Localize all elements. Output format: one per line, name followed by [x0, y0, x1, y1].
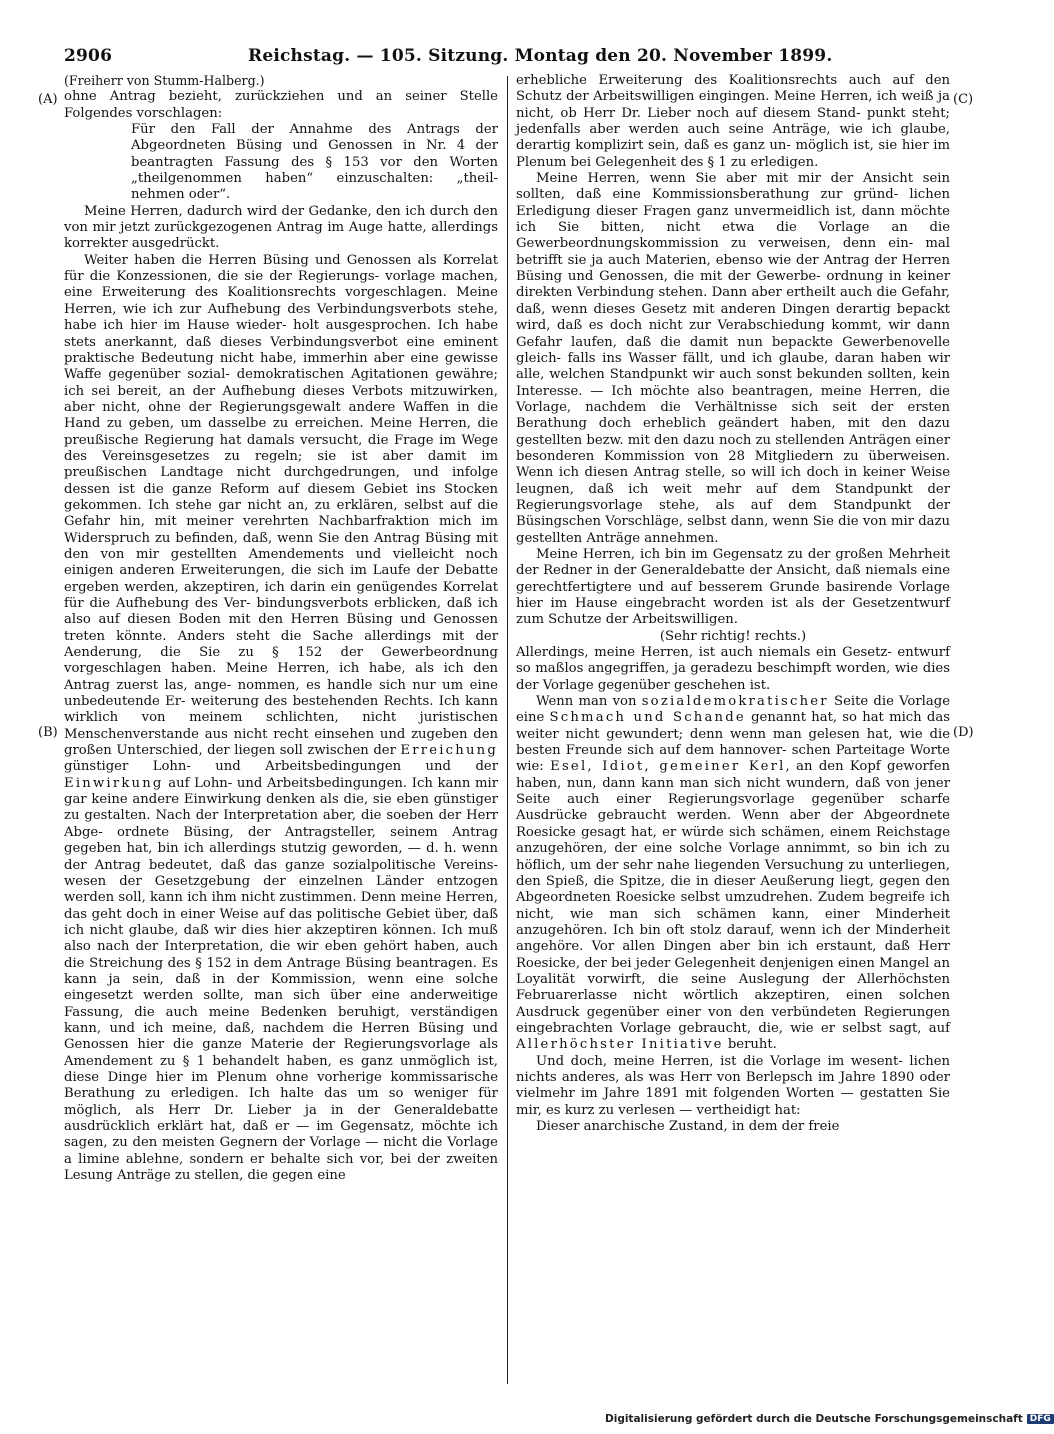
left-column — [64, 73, 498, 1184]
paragraph-text: Seite die Vorlage eine — [516, 694, 950, 726]
paragraph: Meine Herren, ich bin im Gegensatz zu der großen Mehrheit der Redner in der Generaldebatte der Ansicht, daß niemals eine gerechtfertigtere und auf besserem Grunde basirende Vorlage hier im Hause eingebracht worden ist als der Gesetzentwurf zum Schutze der Arbeitswilligen. — [516, 546, 950, 628]
paragraph-text: beruht. — [727, 1037, 777, 1053]
dfg-logo: DFG — [1027, 1414, 1054, 1424]
paragraph — [516, 694, 950, 1054]
paragraph: erhebliche Erweiterung des Koalitionsrechts auch auf den Schutz der Arbeitswilligen eingingen. Meine Herren, ich weiß ja nicht, ob Herr Dr. Lieber noch auf diesem Stand- punkt steht; jedenfalls aber werden auch seine Anträge, wie ich glaube, derartig komplizirt sein, daß es ganz un- möglich ist, sie hier im Plenum bei Gelegenheit des § 1 zu erledigen. — [516, 73, 950, 170]
paragraph-text: auf Lohn- und Arbeitsbedingungen. Ich kann mir gar keine andere Einwirkung denken als die, sie eben günstiger zu gestalten. Nach der Interpretation aber, die soeben der Herr Abge- ordnete Büsing, der Antragsteller, seinem Antrag gegeben hat, bin ich allerdings stutzig geworden, — d. h. wenn der Antrag bedeutet, daß das ganze sozialpolitische Vereins- wesen der Gesetzgebung der einzelnen Länder entzogen werden soll, kann ich ihm nicht zustimmen. Denn meine Herren, das geht doch in einer Weise auf das politische Gebiet über, daß ich nicht glaube, daß wir dies hier akzeptiren können. Ich muß also nach der Interpretation, die wir eben gehört haben, auch die Streichung des § 152 in dem Antrage Büsing beantragen. Es kann ja sein, daß in der Kommission, wenn eine solche eingesetzt werden sollte, man sich über eine anderweitige Fassung, die auch meine Bedenken beruhigt, verständigen kann, und ich meine, daß, nachdem die Herren Büsing und Genossen hier die ganze Materie der Regierungsvorlage als Amendement zu § 1 behandelt haben, es ganz unmöglich ist, diese Dinge hier im Plenum ohne vorherige kommissarische Berathung zu erledigen. Ich halte das um so weniger für möglich, als Herr Dr. Lieber ja in der Generaldebatte ausdrücklich erklärt hat, daß er — im Gegensatz, möchte ich sagen, zu den meisten Gegnern der Vorlage — nicht die Vorlage a limine ablehne, sondern er behalte sich vor, bei der zweiten Lesung Anträge zu stellen, die gegen eine — [64, 775, 498, 1184]
paragraph-text: günstiger Lohn- und Arbeitsbedingungen und der — [64, 759, 498, 775]
spaced-emphasis: Erreichung — [400, 743, 498, 759]
paragraph-text: , an den Kopf geworfen haben, nun, dann kann man sich nicht wundern, daß von jener Seite auch einer Regierungsvorlage gegenüber scharfe Ausdrücke gebraucht werden. Wenn aber der Abgeordnete Roesicke gesagt hat, er würde sich schämen, einem Reichstage anzugehören, der eine solche Vorlage annimmt, so bin ich zu höflich, um der sehr nahe liegenden Versuchung zu unterliegen, den Spieß, die Spitze, die in dieser Aeußerung liegt, gegen den Abgeordneten Roesicke selbst umzudrehen. Zudem begreife ich nicht, wie man sich schämen kann, einer Minderheit anzugehören. Ich bin oft stolz darauf, wenn ich der Minderheit angehöre. Vor allen Dingen aber bin ich erstaunt, daß Herr Roesicke, der bei jeder Gelegenheit denjenigen einen Mangel an Loyalität vorwirft, die seine Auslegung der Allerhöchsten Februarerlasse nicht wörtlich akzeptiren, einen solchen Ausdruck gegenüber einer von den verbündeten Regierungen eingebrachten Vorlage gebraucht, die, wie er selbst sagt, auf — [516, 759, 950, 1036]
quoted-motion: Für den Fall der Annahme des Antrags der Abgeordneten Büsing und Genossen in Nr. 4 der beantragten Fassung des § 153 vor den Worten „theilgenommen haben“ einzuschalten: „theil- nehmen oder“. — [131, 122, 498, 203]
page-header — [64, 46, 942, 70]
credit-text: Digitalisierung gefördert durch die Deutsche Forschungsgemeinschaft — [605, 1413, 1023, 1425]
page-number: 2906 — [64, 46, 113, 66]
paragraph-text: Weiter haben die Herren Büsing und Genossen als Korrelat für die Konzessionen, die sie der Regierungs- vorlage machen, eine Erweiterung des Koalitionsrechts vorgeschlagen. Meine Herren, wie ich zur Aufhebung des Verbindungsverbots stehe, habe ich hier im Hause wieder- holt ausgesprochen. Ich habe stets anerkannt, daß dieses Verbindungsverbot eine eminent praktische Bedeutung nicht habe, immerhin aber eine gewisse Waffe gegenüber sozial- demokratischen Agitationen gewähre; ich sei bereit, an der Aufhebung dieses Verbots mitzuwirken, aber nicht, ohne der Regierungsgewalt andere Waffen in die Hand zu geben, um dasselbe zu erreichen. Meine Herren, die preußische Regierung hat damals versucht, die Frage im Wege des Vereinsgesetzes zu regeln; sie ist aber damit im preußischen Landtage nicht durchgedrungen, und infolge dessen ist die ganze Reform auf diesem Gebiet ins Stocken gekommen. Ich stehe gar nicht an, zu erklären, selbst auf die Gefahr hin, mit meiner verehrten Nachbarfraktion mich im Widerspruch zu befinden, daß, wenn Sie den Antrag Büsing mit den von mir gestellten Amendements und vielleicht noch einigen anderen Erweiterungen, die sich im Laufe der Debatte ergeben werden, akzeptiren, ich darin ein genügendes Korrelat für die Aufhebung des Ver- bindungsverbots erblicken, daß ich also auf diesen Boden mit den Herren Büsing und Genossen treten könnte. Anders steht die Sache allerdings mit der Aenderung, die Sie zu § 152 der Gewerbeordnung vorgeschlagen haben. Meine Herren, ich habe, als ich den Antrag zuerst las, ange- nommen, es handle sich nur um eine unbedeutende Er- weiterung des bestehenden Rechts. Ich kann wirklich von meinem schlichten, nicht juristischen Menschenverstande aus nicht recht einsehen und zugeben den großen Unterschied, der liegen soll zwischen der — [64, 252, 498, 759]
quoted-text: Dieser anarchische Zustand, in dem der freie — [536, 1119, 840, 1134]
paragraph: Allerdings, meine Herren, ist auch niemals ein Gesetz- entwurf so maßlos angegriffen, ja geradezu beschimpft worden, wie dies der Vorlage gegenüber geschehen ist. — [516, 645, 950, 693]
digitization-credit — [605, 1413, 1054, 1425]
running-title: Reichstag. — 105. Sitzung. Montag den 20. November 1899. — [248, 46, 833, 66]
margin-marker-c: (C) — [953, 92, 974, 107]
paragraph: Und doch, meine Herren, ist die Vorlage im wesent- lichen nichts anderes, als was Herr von Berlepsch im Jahre 1890 oder vielmehr im Jahre 1891 mit folgenden Worten — gestatten Sie mir, es kurz zu verlesen — vertheidigt hat: — [516, 1053, 950, 1118]
spaced-emphasis: Schmach und Schande — [549, 710, 746, 726]
spaced-emphasis: Esel, Idiot, gemeiner Kerl — [550, 759, 786, 775]
paragraph-text: genannt hat, so hat mich das weiter nicht gewundert; denn wenn man gelesen hat, wie die besten Freunde sich auf dem hannover- schen Parteitage Worte wie: — [516, 710, 950, 775]
paragraph: Meine Herren, dadurch wird der Gedanke, den ich durch den von mir jetzt zurückgezogenen Antrag im Auge hatte, allerdings korrekter ausgedrückt. — [64, 203, 498, 252]
paragraph — [64, 253, 498, 1185]
speaker-attribution: (Freiherr von Stumm-Halberg.) — [64, 73, 265, 88]
paragraph: ohne Antrag bezieht, zurückziehen und an seiner Stelle Folgendes vorschlagen: — [64, 89, 498, 121]
margin-marker-d: (D) — [953, 725, 974, 740]
column-divider — [507, 76, 508, 1384]
spaced-emphasis: Allerhöchster Initiative — [516, 1037, 724, 1053]
paragraph-text: Wenn man von — [536, 694, 637, 710]
margin-marker-a: (A) — [38, 92, 58, 107]
spaced-emphasis: Einwirkung — [64, 775, 164, 791]
paragraph: Meine Herren, wenn Sie aber mit mir der Ansicht sein sollten, daß eine Kommissionsberathung zur gründ- lichen Erledigung dieser Fragen ganz unvermeidlich ist, dann möchte ich Sie bitten, nicht etwa die Vorlage an die Gewerbeordnungskommission zu verweisen, denn ein- mal betrifft sie ja auch Materien, ebenso wie der Antrag der Herren Büsing und Genossen, die mit der Gewerbe- ordnung in keiner direkten Verbindung stehen. Dann aber ertheilt auch die Gefahr, daß, wenn dieses Gesetz mit anderen Dingen derartig bepackt wird, daß es doch nicht zur Verabschiedung kommt, wir dann Gefahr laufen, daß die damit nun bepackte Gewerbenovelle gleich- falls ins Wasser fällt, und ich glaube, daran haben wir alle, welchen Standpunkt wir auch sonst bekunden sollten, kein Interesse. — Ich möchte also beantragen, meine Herren, die Vorlage, nachdem die Verhältnisse sich seit der ersten Berathung doch erheblich geändert haben, mit den dazu gestellten bezw. mit den dazu noch zu stellenden Anträgen einer besonderen Kommission von 28 Mitgliedern zu überweisen. Wenn ich diesen Antrag stelle, so will ich doch in keiner Weise leugnen, daß ich weit mehr auf dem Standpunkt der Regierungsvorlage stehe, als auf dem Standpunkt der Büsingschen Vorschläge, selbst dann, wenn Sie die von mir dazu gestellten Anträge annehmen. — [516, 171, 950, 546]
spaced-emphasis: sozialdemokratischer — [641, 694, 829, 710]
interjection: (Sehr richtig! rechts.) — [659, 628, 807, 644]
right-column — [516, 73, 950, 1135]
margin-marker-b: (B) — [38, 725, 58, 740]
